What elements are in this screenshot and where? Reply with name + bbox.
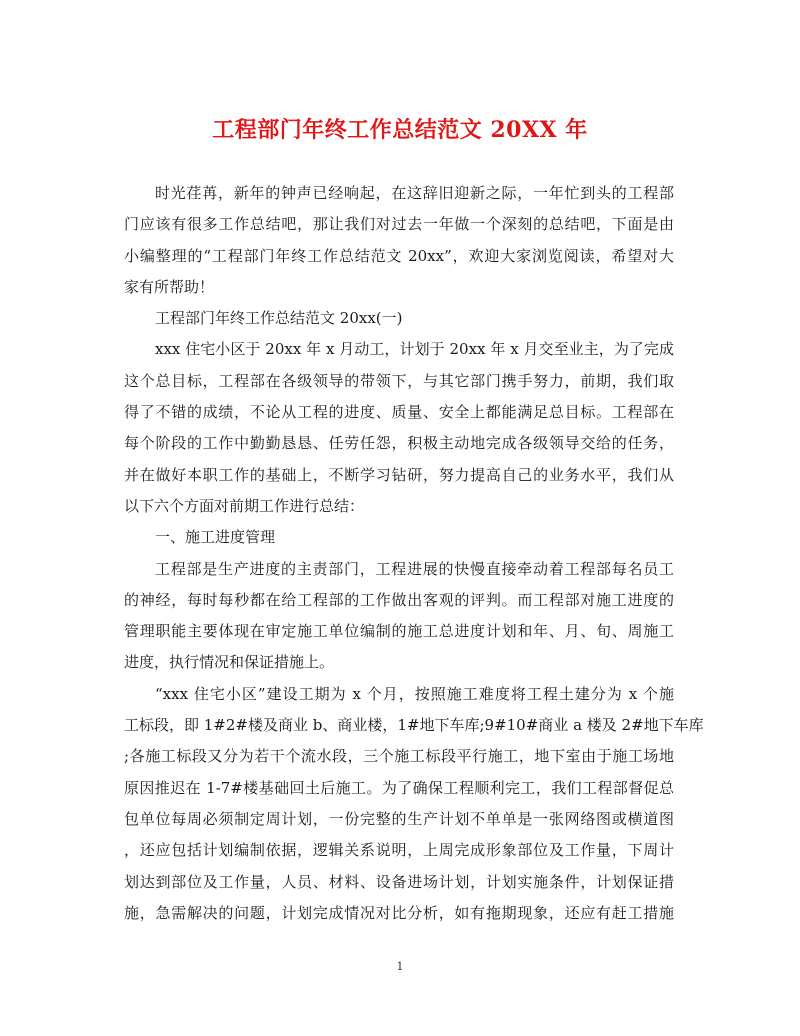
text-line: 家有所帮助！ — [124, 277, 215, 296]
text-line: 工程部门年终工作总结范文 20xx(一) — [155, 309, 403, 328]
text-line: 原因推迟在 1-7#楼基础回土后施工。为了确保工程顺利完工，我们工程部督促总 — [124, 778, 674, 797]
document-body — [124, 178, 704, 929]
text-line: 门应该有很多工作总结吧，那让我们对过去一年做一个深刻的总结吧，下面是由 — [124, 215, 674, 234]
text-line: 以下六个方面对前期工作进行总结： — [124, 496, 365, 515]
text-line: “xxx 住宅小区”建设工期为 x 个月，按照施工难度将工程土建分为 x 个施 — [155, 684, 674, 703]
document-title: 工程部门年终工作总结范文 20XX 年 — [212, 117, 588, 143]
paragraph-subtitle — [124, 303, 674, 334]
text-line: 工程部是生产进度的主责部门，工程进展的快慢直接牵动着工程部每名员工 — [155, 559, 674, 578]
page-number: 1 — [396, 960, 404, 973]
text-line: 小编整理的“工程部门年终工作总结范文 20xx”，欢迎大家浏览阅读，希望对大 — [124, 246, 674, 265]
paragraph-progress-management — [124, 554, 674, 679]
paragraph-overview — [124, 334, 674, 522]
text-line: 一、施工进度管理 — [155, 528, 276, 547]
paragraph-section-heading — [124, 522, 674, 553]
text-line: 并在做好本职工作的基础上，不断学习钻研，努力提高自己的业务水平，我们从 — [124, 465, 674, 484]
text-line: 时光荏苒，新年的钟声已经响起，在这辞旧迎新之际，一年忙到头的工程部 — [155, 184, 674, 202]
text-line: 的神经，每时每秒都在给工程部的工作做出客观的评判。而工程部对施工进度的 — [124, 590, 674, 609]
paragraph-intro — [124, 178, 674, 303]
text-line: 进度，执行情况和保证措施上。 — [124, 653, 335, 672]
text-line: ，还应包括计划编制依据，逻辑关系说明，上周完成形象部位及工作量，下周计 — [124, 841, 674, 860]
paragraph-schedule-detail — [124, 679, 704, 929]
text-line: xxx 住宅小区于 20xx 年 x 月动工，计划于 20xx 年 x 月交至业主，为了完成 — [155, 340, 674, 359]
text-line: 管理职能主要体现在审定施工单位编制的施工总进度计划和年、月、旬、周施工 — [124, 622, 674, 641]
text-line: 这个总目标，工程部在各级领导的带领下，与其它部门携手努力，前期，我们取 — [124, 371, 674, 390]
text-line: 施，急需解决的问题，计划完成情况对比分析，如有拖期现象，还应有赶工措施 — [124, 903, 674, 922]
text-line: 包单位每周必须制定周计划，一份完整的生产计划不单单是一张网络图或横道图 — [124, 809, 674, 828]
text-line: 得了不错的成绩，不论从工程的进度、质量、安全上都能满足总目标。工程部在 — [124, 403, 674, 422]
text-line: 划达到部位及工作量，人员、材料、设备进场计划，计划实施条件，计划保证措 — [124, 872, 674, 891]
text-line: ;各施工标段又分为若干个流水段，三个施工标段平行施工，地下室由于施工场地 — [124, 747, 674, 766]
text-line: 工标段，即 1#2#楼及商业 b、商业楼，1#地下车库;9#10#商业 a 楼及 2#地下车库 — [124, 716, 704, 735]
text-line: 每个阶段的工作中勤勤恳恳、任劳任怨，积极主动地完成各级领导交给的任务， — [124, 434, 674, 453]
